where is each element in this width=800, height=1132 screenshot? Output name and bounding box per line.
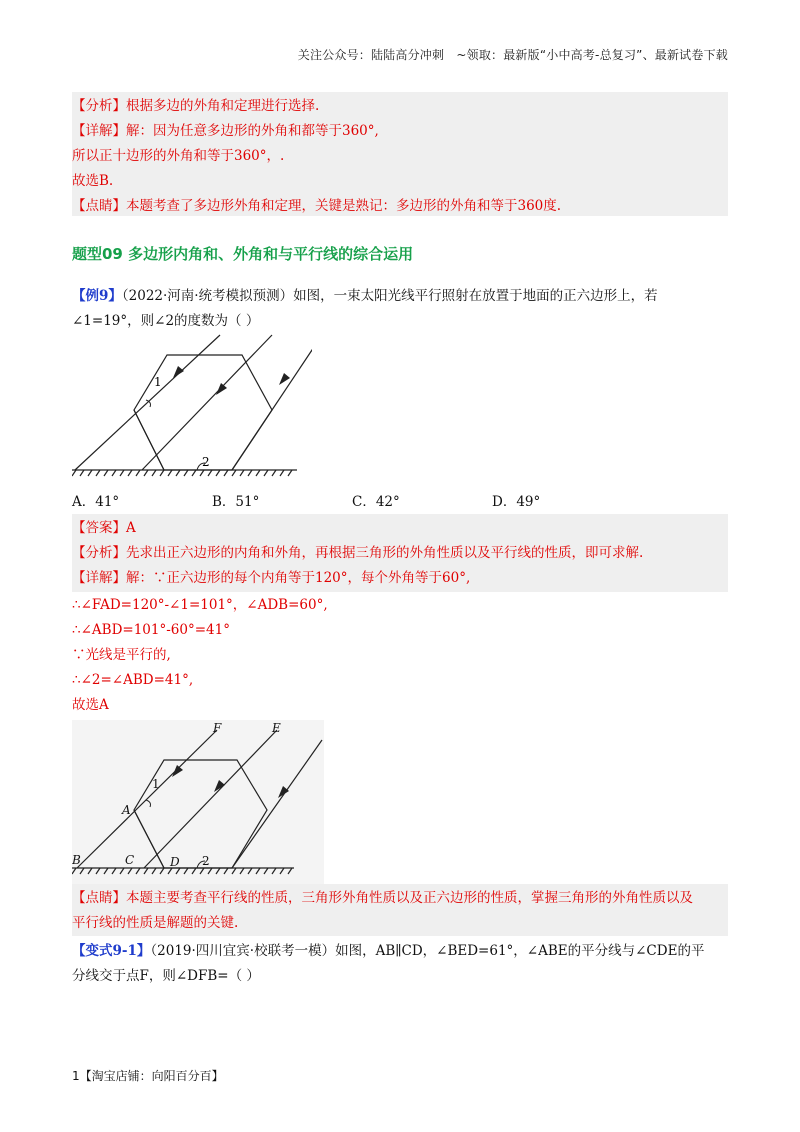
example-line-2: ∠1=19°，则∠2的度数为（ ）	[72, 313, 260, 329]
sun-ray-1	[75, 335, 220, 470]
prev-comment-line	[72, 196, 561, 216]
option-a[interactable]: A．41°	[72, 494, 120, 510]
example-line-1	[72, 286, 658, 306]
variant-line-2: 分线交于点F，则∠DFB=（ ）	[72, 968, 260, 984]
analysis-tag: 【分析】	[72, 98, 126, 114]
analysis-text: 根据多边的外角和定理进行选择.	[126, 98, 320, 114]
detail-text-1: 解：因为任意多边形的外角和都等于360°,	[126, 123, 379, 139]
prev-detail-line-3: 故选B.	[72, 173, 114, 189]
comment-text: 本题考查了多边形外角和定理，关键是熟记：多边形的外角和等于360度.	[126, 198, 562, 214]
point-f-label: F	[213, 721, 222, 735]
solution-comment-line-1	[72, 888, 693, 908]
arrow-head-1	[172, 765, 183, 777]
arrow-head-3	[278, 786, 289, 798]
detail-tag: 【详解】	[72, 570, 126, 586]
sun-ray-3	[232, 335, 312, 470]
hexagon-figure	[72, 330, 312, 480]
sun-ray-2	[144, 730, 277, 868]
solution-comment-line-2: 平行线的性质是解题的关键.	[72, 915, 239, 931]
arrow-head-1	[173, 366, 184, 378]
prev-detail-line-1	[72, 121, 379, 141]
point-d-label: D	[170, 855, 180, 869]
angle-2-label: 2	[202, 455, 210, 469]
solution-detail-line-6: 故选A	[72, 697, 109, 713]
analysis-tag: 【分析】	[72, 545, 126, 561]
ground-hatching	[72, 470, 292, 476]
solution-detail-line-3: ∴∠ABD=101°-60°=41°	[72, 622, 230, 638]
sun-ray-3	[232, 740, 322, 868]
prev-detail-line-2: 所以正十边形的外角和等于360°，.	[72, 148, 285, 164]
angle-1-label: 1	[152, 777, 160, 791]
arrow-head-3	[279, 373, 290, 385]
comment-tag: 【点睛】	[72, 198, 126, 214]
sun-ray-1	[77, 730, 217, 868]
solution-detail-line-1	[72, 568, 470, 588]
angle-1-arc	[146, 800, 151, 807]
analysis-text: 先求出正六边形的内角和外角，再根据三角形的外角性质以及平行线的性质，即可求解.	[126, 545, 644, 561]
point-b-label: B	[72, 853, 81, 867]
labeled-hexagon-figure	[72, 720, 324, 885]
page-footer: 1【淘宝店铺：向阳百分百】	[72, 1069, 224, 1083]
point-e-label: E	[272, 721, 281, 735]
option-c[interactable]: C．42°	[352, 494, 400, 510]
option-d[interactable]: D．49°	[492, 494, 541, 510]
solution-analysis-line	[72, 543, 643, 563]
option-b[interactable]: B．51°	[212, 494, 260, 510]
point-c-label: C	[125, 853, 135, 867]
detail-tag: 【详解】	[72, 123, 126, 139]
angle-2-label: 2	[202, 854, 210, 868]
comment-text-1: 本题主要考查平行线的性质，三角形外角性质以及正六边形的性质，掌握三角形的外角性质以及	[126, 890, 693, 906]
example-tag: 【例9】	[72, 288, 122, 304]
refracted-line	[134, 810, 164, 868]
solution-detail-line-4: ∵光线是平行的,	[72, 647, 171, 663]
point-a-label: A	[122, 803, 131, 817]
ground-hatching	[72, 868, 292, 874]
solution-detail-line-5: ∴∠2=∠ABD=41°,	[72, 672, 194, 688]
angle-1-label: 1	[154, 375, 162, 389]
variant-text-1: （2019·四川宜宾·校联考一模）如图，AB∥CD，∠BED=61°，∠ABE的平分线与∠CDE的平	[150, 943, 705, 959]
answer-value: A	[126, 520, 136, 536]
prev-analysis-line	[72, 96, 319, 116]
page-header: 关注公众号：陆陆高分冲刺 ~领取：最新版“小中高考-总复习”、最新试卷下载	[297, 48, 728, 62]
hexagon-shape	[134, 355, 272, 470]
answer-line	[72, 518, 136, 538]
refracted-line	[134, 410, 164, 470]
variant-line-1	[72, 941, 704, 961]
variant-tag: 【变式9-1】	[72, 943, 151, 959]
comment-tag: 【点睛】	[72, 890, 126, 906]
example-text-1: （2022·河南·统考模拟预测）如图，一束太阳光线平行照射在放置于地面的正六边形上，若	[121, 288, 658, 304]
section-title: 题型09 多边形内角和、外角和与平行线的综合运用	[72, 245, 414, 263]
solution-detail-line-2: ∴∠FAD=120°-∠1=101°，∠ADB=60°,	[72, 597, 328, 613]
detail-text-1: 解：∵正六边形的每个内角等于120°，每个外角等于60°,	[126, 570, 471, 586]
arrow-head-2	[216, 383, 227, 395]
answer-tag: 【答案】	[72, 520, 126, 536]
